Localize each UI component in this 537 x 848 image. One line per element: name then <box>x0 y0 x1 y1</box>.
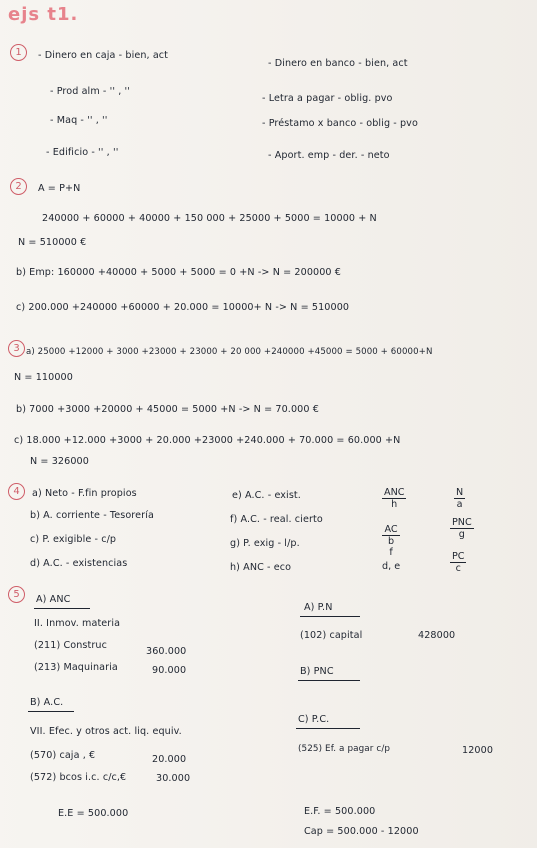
s4-fraction-pc-num: PC <box>452 551 465 562</box>
s5-ac-line3-value: 30.000 <box>156 773 191 784</box>
s2-equation-c: c) 200.000 +240000 +60000 + 20.000 = 10000+ N -> N = 510000 <box>16 302 350 313</box>
s5-pn-heading: A) P.N <box>304 602 333 613</box>
s5-pnc-heading: B) PNC <box>300 666 334 677</box>
s4-item-e: e) A.C. - exist. <box>232 490 301 501</box>
s5-ef-total: E.F. = 500.000 <box>304 806 376 817</box>
s5-pc-underline <box>296 728 360 729</box>
s1-line4-right: - Aport. emp - der. - neto <box>268 150 390 161</box>
s5-pnc-underline <box>298 680 360 681</box>
s5-anc-line3: (213) Maquinaria <box>34 662 118 673</box>
s5-anc-line3-value: 90.000 <box>152 665 187 676</box>
s4-fraction-ac-den: b <box>388 536 395 547</box>
s4-item-g: g) P. exig - l/p. <box>230 538 300 549</box>
s2-result-a: N = 510000 € <box>18 237 87 248</box>
s4-fraction-pc <box>450 551 466 574</box>
s5-anc-underline <box>34 608 90 609</box>
s4-fraction-pnc <box>450 517 474 540</box>
section-3-number: 3 <box>8 340 25 357</box>
s4-fraction-n-num: N <box>456 487 464 498</box>
s4-fraction-anc-den: h <box>391 499 398 510</box>
s1-line1-left: - Dinero en caja - bien, act <box>38 50 169 61</box>
s4-item-f: f) A.C. - real. cierto <box>230 514 323 525</box>
s1-line4-left: - Edificio - '' , '' <box>46 147 119 158</box>
page-title: ejs t1. <box>8 4 79 25</box>
s4-fraction-pnc-num: PNC <box>452 517 472 528</box>
s3-equation-a: a) 25000 +12000 + 3000 +23000 + 23000 + 20 000 +240000 +45000 = 5000 + 60000+N <box>26 347 433 357</box>
s5-pn-underline <box>300 616 360 617</box>
s4-fraction-n <box>454 487 465 510</box>
s4-item-c: c) P. exigible - c/p <box>30 534 117 545</box>
s5-ac-heading: B) A.C. <box>30 697 64 708</box>
s5-ac-underline <box>28 711 74 712</box>
s2-formula: A = P+N <box>38 183 81 194</box>
s5-pc-line1: (525) Ef. a pagar c/p <box>298 744 391 754</box>
s5-ee-total: E.E = 500.000 <box>58 808 129 819</box>
s4-fraction-n-den: a <box>456 499 463 510</box>
s4-fraction-anc <box>382 487 406 510</box>
s5-anc-line2: (211) Construc <box>34 640 107 651</box>
s4-item-b: b) A. corriente - Tesorería <box>30 510 154 521</box>
s1-line1-right: - Dinero en banco - bien, act <box>268 58 408 69</box>
s5-pn-line1: (102) capital <box>300 630 363 641</box>
s5-anc-line2-value: 360.000 <box>146 646 187 657</box>
section-2-number: 2 <box>10 178 27 195</box>
s2-equation-b: b) Emp: 160000 +40000 + 5000 + 5000 = 0 +N -> N = 200000 € <box>16 267 341 278</box>
s1-line2-right: - Letra a pagar - oblig. pvo <box>262 93 393 104</box>
section-4-number: 4 <box>8 483 25 500</box>
s3-equation-c: c) 18.000 +12.000 +3000 + 20.000 +23000 +240.000 + 70.000 = 60.000 +N <box>14 435 401 446</box>
s5-ac-line2: (570) caja , € <box>30 750 96 761</box>
s4-item-d: d) A.C. - existencias <box>30 558 128 569</box>
s3-result-a: N = 110000 <box>14 372 73 383</box>
s3-equation-b: b) 7000 +3000 +20000 + 45000 = 5000 +N -> N = 70.000 € <box>16 404 319 415</box>
s4-item-a: a) Neto - F.fin propios <box>32 488 137 499</box>
s5-anc-heading: A) ANC <box>36 594 71 605</box>
s4-fraction-ac-extra1: f <box>389 547 393 558</box>
s4-fraction-anc-num: ANC <box>384 487 405 498</box>
s5-anc-line1: II. Inmov. materia <box>34 618 121 629</box>
s5-pc-heading: C) P.C. <box>298 714 330 725</box>
s4-fraction-pnc-den: g <box>458 529 465 540</box>
s4-fraction-ac <box>382 524 400 572</box>
s5-pc-line1-value: 12000 <box>462 745 494 756</box>
s4-fraction-ac-extra2: d, e <box>382 561 401 572</box>
s1-line3-right: - Préstamo x banco - oblig - pvo <box>262 118 418 129</box>
s2-equation-a: 240000 + 60000 + 40000 + 150 000 + 25000 + 5000 = 10000 + N <box>42 213 377 224</box>
s4-item-h: h) ANC - eco <box>230 562 292 573</box>
s4-fraction-ac-num: AC <box>382 524 400 536</box>
s5-pn-line1-value: 428000 <box>418 630 456 641</box>
s5-ac-line2-value: 20.000 <box>152 754 187 765</box>
s5-ac-line1: VII. Efec. y otros act. liq. equiv. <box>30 726 182 737</box>
s5-cap-line: Cap = 500.000 - 12000 <box>304 826 419 837</box>
s5-ac-line3: (572) bcos i.c. c/c,€ <box>30 772 127 783</box>
section-5-number: 5 <box>8 586 25 603</box>
s4-fraction-pc-den: c <box>455 563 461 574</box>
section-1-number: 1 <box>10 44 27 61</box>
s1-line3-left: - Maq - '' , '' <box>50 115 108 126</box>
s3-result-c: N = 326000 <box>30 456 89 467</box>
s1-line2-left: - Prod alm - '' , '' <box>50 86 131 97</box>
